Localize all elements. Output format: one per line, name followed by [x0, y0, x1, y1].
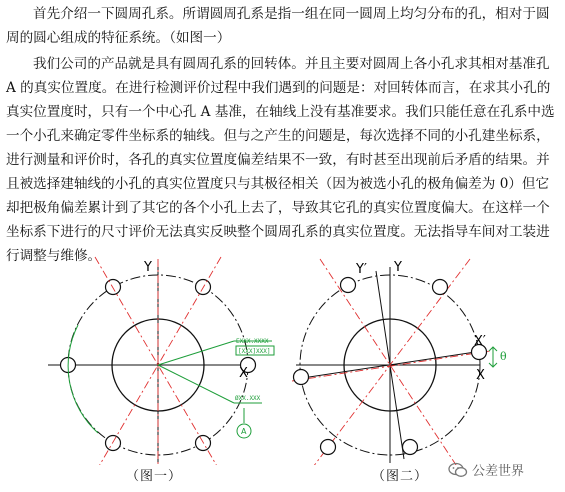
figure2-caption: （图二） [372, 469, 429, 484]
figure-2-diagram [290, 255, 530, 465]
figure2-axis-x: X [476, 368, 485, 383]
figure1-annotation-bottom: ØXX.XXX [235, 395, 261, 402]
hole [294, 370, 309, 385]
figure1-datum-label: A [241, 427, 247, 436]
hole [321, 440, 336, 455]
figure1-annotation-top: EXXX.XXXX [236, 338, 269, 345]
hole [341, 278, 356, 293]
figure1-axis-y: Y [144, 260, 152, 275]
figure-1-diagram [38, 255, 276, 465]
watermark-label: 公差世界 [472, 464, 525, 479]
figure1-annotation-box: [XXX]XXX] [238, 348, 271, 355]
problem-paragraph: 我们公司的产品就是具有圆周孔系的回转体。并且主要对圆周上各小孔求其相对基准孔 A 的真实位置度。在进行检测评价过程中我们遇到的问题是：对回转体而言，在求其小孔的真实位置度时，只有一个中心孔 A 基准，在轴线上没有基准要求。我们只能任意在孔系中选一个小孔来确定零件坐标系的轴线。但与之产生的问题是，每次选择不同的小孔建坐标系，进行测量和评价时，各孔的真实位置度偏差结果不一致，有时甚至出现前后矛盾的结果。并且被选择建轴线的小孔的真实位置度只与其极径相关（因为被选小孔的极角偏差为 0）但它却把极角偏差累计到了其它的各个小孔上去了，导致其它孔的真实位置度偏大。在这样一个坐标系下进行的尺寸评价无法真实反映整个圆周孔系的真实位置度。无法指导车间对工装进行调整与维修。 [6, 56, 555, 264]
figure2-axis-x-prime: X′ [474, 334, 486, 349]
intro-paragraph: 首先介绍一下圆周孔系。所谓圆周孔系是指一组在同一圆周上均匀分布的孔，相对于圆周的圆心组成的特征系统。（如图一） [6, 6, 550, 46]
hole [433, 280, 448, 295]
figure1-caption: （图一） [126, 469, 183, 484]
figure1-axis-x: X [239, 366, 248, 381]
figure2-angle-label: θ [500, 350, 507, 363]
figure2-axis-y: Y [394, 260, 402, 275]
wechat-icon [448, 462, 468, 478]
watermark [448, 460, 524, 479]
figure2-axis-y-prime: Y′ [356, 262, 367, 277]
hole [403, 440, 418, 455]
